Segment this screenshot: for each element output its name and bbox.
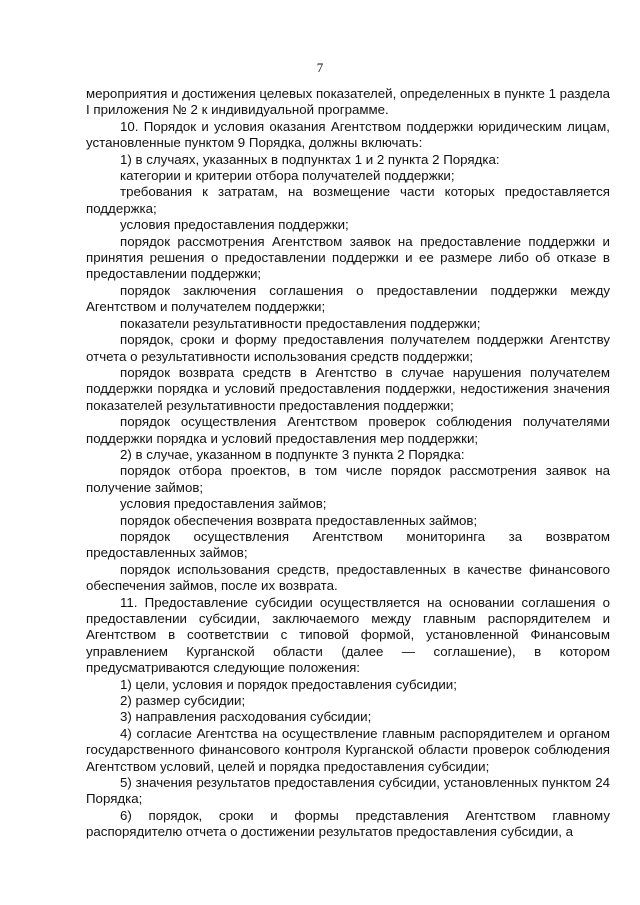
paragraph: мероприятия и достижения целевых показателей, определенных в пункте 1 раздела I приложения № 2 к индивидуальной программе. xyxy=(86,86,610,118)
paragraph: 10. Порядок и условия оказания Агентством поддержки юридическим лицам, установленные пунктом 9 Порядка, должны включать: xyxy=(86,118,610,151)
paragraph: 6) порядок, сроки и формы представления Агентством главному распорядителю отчета о достижении результатов предоставления субсидии, а xyxy=(86,807,610,840)
paragraph: порядок рассмотрения Агентством заявок на предоставление поддержки и принятия решения о предоставлении поддержки и ее размере либо об отказе в предоставлении поддержки; xyxy=(86,233,610,282)
page-number: 7 xyxy=(316,60,324,75)
paragraph: 1) цели, условия и порядок предоставления субсидии; xyxy=(120,676,457,692)
document-body xyxy=(86,86,610,841)
paragraph: 5) значения результатов предоставления субсидии, установленных пунктом 24 Порядка; xyxy=(86,775,610,807)
paragraph: категории и критерии отбора получателей поддержки; xyxy=(120,168,455,184)
paragraph: 2) размер субсидии; xyxy=(120,693,246,709)
paragraph: 3) направления расходования субсидии; xyxy=(120,709,372,725)
paragraph: 11. Предоставление субсидии осуществляется на основании соглашения о предоставлении субсидии, заключаемого между главным распорядителем и Агентством в соответствии с типовой формой, установленной Финансовым управлением Курганской области (далее — соглашение), в котором предусматриваются следующие положения: xyxy=(86,594,610,676)
paragraph: 2) в случае, указанном в подпункте 3 пункта 2 Порядка: xyxy=(120,446,465,462)
paragraph: порядок отбора проектов, в том числе порядок рассмотрения заявок на получение займов; xyxy=(86,463,610,495)
paragraph: требования к затратам, на возмещение части которых предоставляется поддержка; xyxy=(86,184,610,216)
paragraph: порядок возврата средств в Агентство в случае нарушения получателем поддержки порядка и условий предоставления поддержки, недостижения значения показателей результативности предоставления поддержки; xyxy=(86,364,610,413)
paragraph: 1) в случаях, указанных в подпунктах 1 и 2 пункта 2 Порядка: xyxy=(120,151,500,167)
paragraph: 4) согласие Агентства на осуществление главным распорядителем и органом государственного финансового контроля Курганской области проверок соблюдения Агентством условий, целей и порядка предоставления субсидии; xyxy=(86,725,610,774)
paragraph: порядок осуществления Агентством проверок соблюдения получателями поддержки порядка и условий предоставления мер поддержки; xyxy=(86,414,610,446)
paragraph: порядок заключения соглашения о предоставлении поддержки между Агентством и получателем поддержки; xyxy=(86,282,610,315)
paragraph: условия предоставления поддержки; xyxy=(120,217,349,233)
paragraph: условия предоставления займов; xyxy=(120,496,327,512)
paragraph: показатели результативности предоставления поддержки; xyxy=(120,315,481,331)
paragraph: порядок осуществления Агентством мониторинга за возвратом предоставленных займов; xyxy=(86,528,610,561)
paragraph: порядок обеспечения возврата предоставленных займов; xyxy=(120,512,478,528)
paragraph: порядок использования средств, предоставленных в качестве финансового обеспечения займов, после их возврата. xyxy=(86,561,610,594)
paragraph: порядок, сроки и форму предоставления получателем поддержки Агентству отчета о результативности использования средств поддержки; xyxy=(86,332,610,364)
